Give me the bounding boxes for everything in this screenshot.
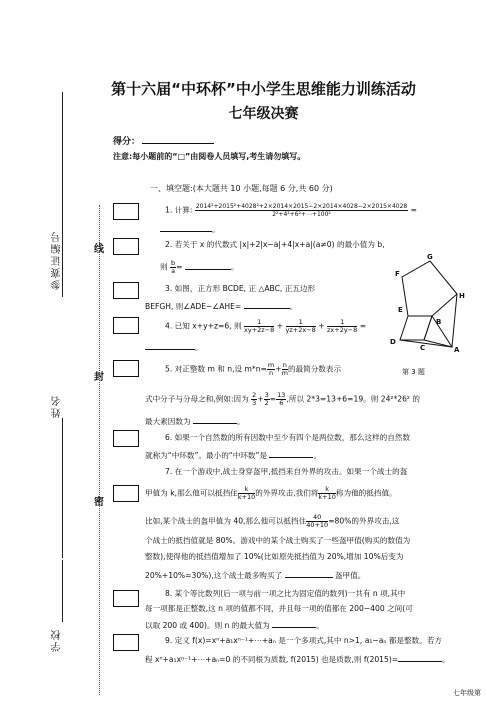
grading-box-5[interactable] xyxy=(113,360,139,377)
q7-text-d: 比如,某个战士的盔甲值为 40,那么他可以抵挡住 xyxy=(145,516,307,526)
q4-f2-num: 1 xyxy=(286,319,316,327)
q4-prefix: 4. 已知 x+y+z=6, 则 xyxy=(165,321,242,331)
q1-equals: = xyxy=(410,205,418,215)
segment-ah xyxy=(452,294,457,347)
q7-frac-3 xyxy=(306,514,328,529)
question-2: 2. 若关于 x 的代数式 |x|+2|x−a|+4|x+a|(a≠0) 的最小值为 b, xyxy=(165,240,385,249)
question-1 xyxy=(165,203,417,218)
score-blank[interactable] xyxy=(142,143,214,144)
q5-example-a: 式中分子与分母之和,例如:因为 xyxy=(145,394,249,404)
question-7-line5: 整数),使得他的抵挡值增加了 10%(比如原先抵挡值为 20%,增加 10%后变为 xyxy=(145,552,404,561)
instruction-note: 注意:每小题前的“□”由阅卷人员填写,考生请勿填写。 xyxy=(113,152,306,161)
q7-f1-den: k+10 xyxy=(237,493,256,501)
seal-char-seal: 封 xyxy=(94,372,104,383)
question-3-line2 xyxy=(145,300,297,312)
question-8-line2: 每一项都是正整数,这 n 项的值都不同，并且每一项的值都在 200−400 之间(可 xyxy=(145,604,413,613)
pentagon-shape xyxy=(402,261,457,316)
q4-plus-1: + xyxy=(276,321,284,331)
q9-end: 。 xyxy=(442,655,450,664)
q2-answer-line xyxy=(160,260,239,275)
q5-e3-den: 6 xyxy=(279,399,284,407)
binding-line-name xyxy=(62,418,63,558)
q5-e2-den: 2 xyxy=(264,399,269,407)
q1-answer-blank[interactable] xyxy=(160,223,212,232)
question-9-line1: 9. 定义 f(x)=xⁿ+a₁xⁿ⁻¹+⋯+aₙ 是一个多项式,其中 n>1, a₁−aₙ 都是整数。若方 xyxy=(165,636,442,645)
question-5-line1 xyxy=(165,362,341,377)
q5-f1-den: n xyxy=(268,369,274,377)
question-7-line4: 个战士的抵挡值就是 80%。游戏中的某个战士购买了一些盔甲值(购买的数值为 xyxy=(145,536,411,545)
q2-then: 则 xyxy=(160,262,168,272)
q7-answer-blank[interactable] xyxy=(285,569,333,578)
q4-f1-den: xy+2z−8 xyxy=(244,326,275,334)
q4-frac-2 xyxy=(286,319,316,334)
grading-box-6[interactable] xyxy=(113,430,139,447)
q3-text: BEFGH, 则∠ADE−∠AHE= xyxy=(145,302,242,311)
q5-ex-eq: = xyxy=(269,394,277,404)
q1-end: 。 xyxy=(212,225,220,234)
q7-text-e: =80%的外界攻击,这 xyxy=(328,516,400,526)
q8-end: 。 xyxy=(316,621,324,630)
q7-frac-2 xyxy=(318,486,335,501)
seal-char-secret: 密 xyxy=(94,497,104,508)
grading-box-3[interactable] xyxy=(113,282,139,299)
q9-text: 程 xⁿ+a₁xⁿ⁻¹+⋯+aₙ=0 的不同根为质数, f(2015) 也是质数,则 f(2015)= xyxy=(145,655,399,664)
school-label: 学校 xyxy=(52,628,63,652)
q5-e2-num: 3 xyxy=(264,391,269,399)
figure-label-b: B xyxy=(436,318,442,326)
grading-box-4[interactable] xyxy=(113,317,139,334)
q7-f3-num: 40 xyxy=(306,514,328,522)
question-7-line1: 7. 在一个游戏中,战士身穿盔甲,抵挡来自外界的攻击。如果一个战士的盔 xyxy=(165,467,408,476)
page-subtitle: 七年级决赛 xyxy=(228,106,299,122)
q6-answer-blank[interactable] xyxy=(269,449,313,458)
q5-text-a: 5. 对正整数 m 和 n,设 m*n= xyxy=(165,364,267,374)
name-label: 姓名 xyxy=(52,394,63,418)
grading-box-2[interactable] xyxy=(113,238,139,255)
q4-plus-2: + xyxy=(318,321,325,331)
q5-ex-plus: + xyxy=(257,394,264,404)
q1-denominator: 2²+4²+6²+⋯+100² xyxy=(272,211,331,218)
q8-answer-blank[interactable] xyxy=(272,619,316,628)
q5-text-b: 的最简分数表示 xyxy=(287,364,342,374)
q5-f2-den: m xyxy=(281,369,288,377)
q7-f2-den: k+10 xyxy=(318,493,336,501)
q4-frac-3 xyxy=(327,319,357,334)
q8-text: 以取 200 或 400)。则 n 的最大值为 xyxy=(145,621,270,630)
grading-box-9[interactable] xyxy=(113,634,139,651)
q3-end: 。 xyxy=(289,302,298,311)
figure-caption: 第 3 题 xyxy=(402,368,425,376)
q7-text-c: 称为他的抵挡值。 xyxy=(335,488,397,498)
q3-answer-blank[interactable] xyxy=(244,300,290,309)
q7-f2-num: k xyxy=(318,486,335,494)
q5-e1-den: 3 xyxy=(252,399,257,407)
question-4 xyxy=(165,319,366,334)
q5-f2-num: n xyxy=(282,361,287,369)
q4-f3-den: zx+2y−8 xyxy=(327,326,358,334)
q6-text: 就称为“中环数”。最小的“中环数”是 xyxy=(145,451,268,460)
figure-label-h: H xyxy=(459,292,465,300)
figure-label-a: A xyxy=(454,346,460,354)
question-6-line1: 6. 如果一个自然数的所有因数中至少有四个是两位数，那么这样的自然数 xyxy=(165,433,411,442)
q2-answer-blank[interactable] xyxy=(185,261,231,270)
seal-char-line: 线 xyxy=(94,244,104,255)
q5-e1-num: 2 xyxy=(252,391,257,399)
score-field xyxy=(113,134,214,147)
q2-end: 。 xyxy=(230,262,239,272)
q9-answer-blank[interactable] xyxy=(398,653,442,662)
q2-equals: = xyxy=(176,262,183,272)
q7-f1-num: k xyxy=(238,486,255,494)
q5-example-b: ,所以 2*3=13+6=19。则 24²*26² 的 xyxy=(286,394,420,404)
q5-frac-1 xyxy=(267,362,275,377)
q4-equals: = xyxy=(359,321,367,331)
figure-label-f: F xyxy=(395,270,400,278)
segment-ad xyxy=(400,340,452,347)
question-6-line2 xyxy=(145,449,321,461)
section-heading: 一、填空题:(本大题共 10 小题,每题 6 分,共 60 分) xyxy=(150,184,333,193)
q4-f2-den: yz+2x−8 xyxy=(285,326,316,334)
q7-text-a: 甲值为 k,那么他可以抵挡住 xyxy=(145,488,238,498)
q5-text-c: 最大素因数为 xyxy=(145,417,191,426)
q4-answer-blank[interactable] xyxy=(145,341,195,350)
q2-frac-den: a xyxy=(171,267,176,275)
q7-frac-1 xyxy=(238,486,255,501)
square-shape xyxy=(400,316,432,340)
q4-f3-num: 1 xyxy=(327,319,357,327)
q1-answer-line xyxy=(160,223,220,235)
figure-label-e: E xyxy=(398,306,403,314)
page-title: 第十六届“中环杯”中小学生思维能力训练活动 xyxy=(111,80,416,98)
grading-box-7[interactable] xyxy=(113,485,139,502)
q5-f1-num: m xyxy=(267,361,275,369)
q5-answer-blank[interactable] xyxy=(193,415,237,424)
figure-label-g: G xyxy=(427,253,433,261)
q7-text-b: 的外界攻击,我们将 xyxy=(255,488,319,498)
q2-frac-num: b xyxy=(171,259,176,267)
q5-plus: + xyxy=(275,364,282,374)
exam-number-label: 参赛证编号 xyxy=(52,230,63,290)
q4-end: 。 xyxy=(195,343,203,352)
question-5-line3 xyxy=(145,415,245,427)
grading-box-8[interactable] xyxy=(113,590,139,607)
q7-text-f: 20%+10%=30%),这个战士最多购买了 xyxy=(145,571,283,580)
seal-line xyxy=(99,205,100,695)
q5-ex-frac-3 xyxy=(276,392,286,407)
q7-f3-den: 40+10 xyxy=(306,521,329,529)
binding-line-school xyxy=(62,560,63,622)
figure-label-d: D xyxy=(390,338,396,346)
figure-label-c: C xyxy=(420,344,426,352)
page-footer: 七年级第 xyxy=(453,689,481,697)
q1-prefix: 1. 计算: xyxy=(165,205,193,215)
question-8-line3 xyxy=(145,619,324,631)
question-7-line2 xyxy=(145,486,397,501)
question-3-line1: 3. 如图，正方形 BCDE, 正 △ABC, 正五边形 xyxy=(165,284,316,293)
q6-end: 。 xyxy=(313,451,322,460)
question-7-line3 xyxy=(145,514,399,529)
question-9-line2 xyxy=(145,653,450,665)
q1-fraction xyxy=(195,203,408,218)
q5-end: 。 xyxy=(236,417,245,426)
question-8-line1: 8. 某个等比数列(后一项与前一项之比为固定值的数列)一共有 n 项,其中 xyxy=(165,589,406,598)
q4-f1-num: 1 xyxy=(244,319,274,327)
figure-q3 xyxy=(380,252,480,382)
q1-numerator: 2014²+2015²+4028²+2×2014×2015−2×2014×4028−2×2015×4028 xyxy=(195,203,408,210)
question-7-line6 xyxy=(145,569,365,581)
q4-answer-line xyxy=(145,341,203,353)
grading-box-1[interactable] xyxy=(113,203,139,220)
question-5-line2 xyxy=(145,392,420,407)
q5-e3-num: 13 xyxy=(277,391,286,399)
score-label: 得分： xyxy=(113,137,141,147)
q7-text-g: 盔甲值。 xyxy=(334,571,366,580)
q4-frac-1 xyxy=(244,319,274,334)
